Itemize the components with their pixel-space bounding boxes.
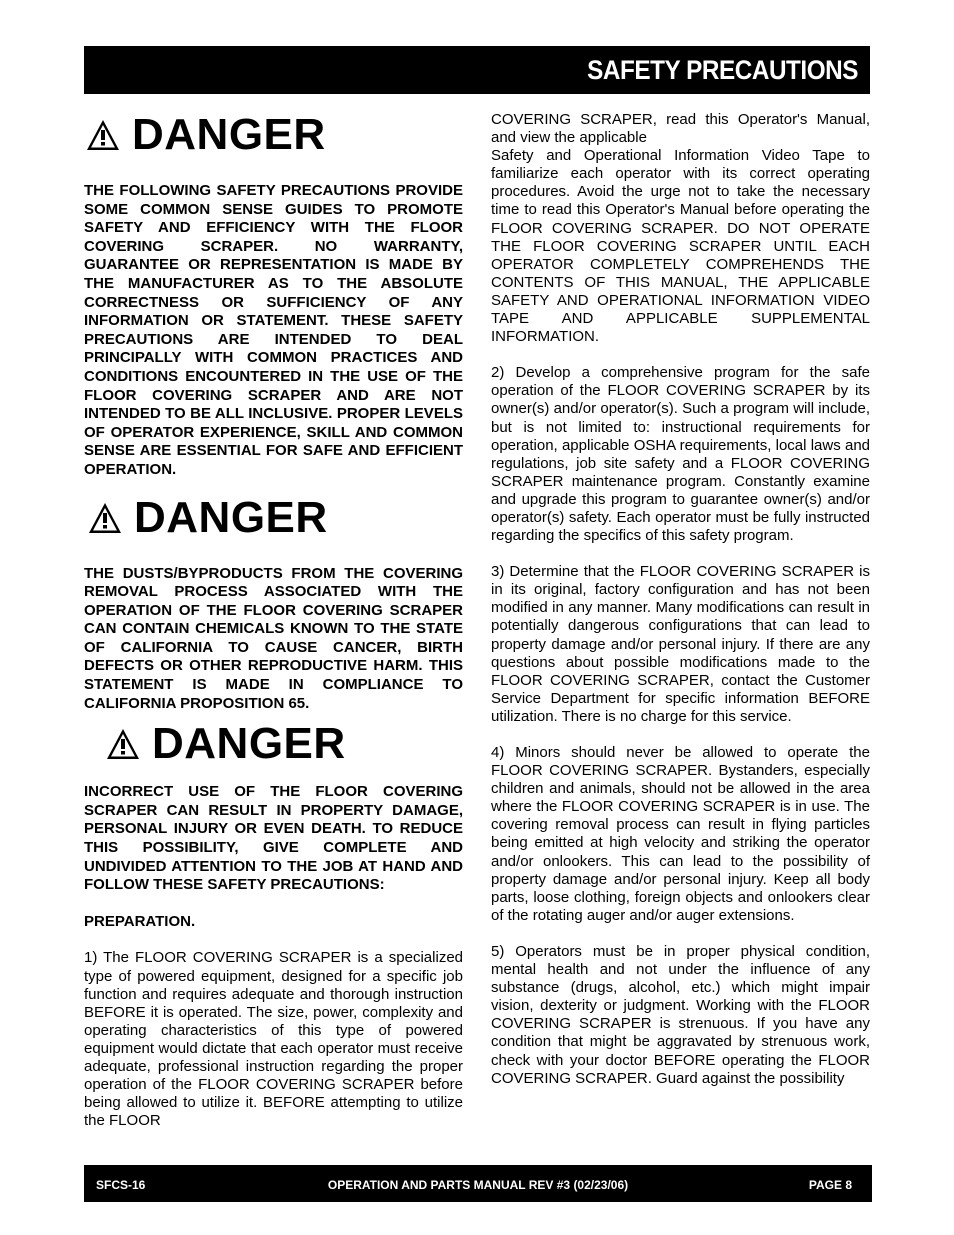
instruction-item-1-continued-body: Safety and Operational Information Video Tape to familiarize each operator with its correct operating procedures. Avoid the urge not to take the necessary time to read this Operator's Manual before operating the FLOOR COVERING SCRAPER. DO NOT OPERATE THE FLOOR COVERING SCRAPER UNTIL EACH OPERATOR COMPLETELY COMPREHENDS THE CONTENTS OF THIS MANUAL, THE APPLICABLE SAFETY AND OPERATIONAL INFORMATION VIDEO TAPE AND APPLICABLE SUPPLEMENTAL INFORMATION.: [491, 147, 870, 346]
footer-model-number: SFCS-16: [96, 1178, 146, 1192]
safety-disclaimer-text: THE FOLLOWING SAFETY PRECAUTIONS PROVIDE SOME COMMON SENSE GUIDES TO PROMOTE SAFETY AND EFFICIENCY WITH THE FLOOR COVERING SCRAPER. NO WARRANTY, GUARANTEE OR REPRESENTATION IS MADE BY THE MANUFACTURER AS TO THE ABSOLUTE CORRECTNESS OR SUFFICIENCY OF ANY INFORMATION OR STATEMENT. THESE SAFETY PRECAUTIONS ARE INTENDED TO DEAL PRINCIPALLY WITH COMMON PRACTICES AND CONDITIONS ENCOUNTERED IN THE USE OF THE FLOOR COVERING SCRAPER AND ARE NOT INTENDED TO BE ALL INCLUSIVE. PROPER LEVELS OF OPERATOR EXPERIENCE, SKILL AND COMMON SENSE ARE ESSENTIAL FOR SAFE AND EFFICIENT OPERATION.: [84, 182, 463, 478]
proposition-65-warning-text: THE DUSTS/BYPRODUCTS FROM THE COVERING REMOVAL PROCESS ASSOCIATED WITH THE OPERATION OF THE FLOOR COVERING SCRAPER CAN CONTAIN CHEMICALS KNOWN TO THE STATE OF CALIFORNIA TO CAUSE CANCER, BIRTH DEFECTS OR OTHER REPRODUCTIVE HARM. THIS STATEMENT IS MADE IN COMPLIANCE TO CALIFORNIA PROPOSITION 65.: [84, 564, 463, 712]
danger-heading-2: [88, 491, 463, 545]
instruction-item-4: 4) Minors should never be allowed to operate the FLOOR COVERING SCRAPER. Bystanders, especially children and animals, should not be allowed in the area where the FLOOR COVERING SCRAPER is in use. The covering removal process can result in flying particles being emitted at high velocity and striking the operator and/or onlookers. This can lead to the possibility of property damage and/or personal injury. Keep all body parts, loose clothing, foreign objects and onlookers clear of the rotating auger and/or auger extensions.: [491, 744, 870, 924]
instruction-item-3: 3) Determine that the FLOOR COVERING SCRAPER is in its original, factory configuration and has not been modified in any manner. Many modifications can result in potentially dangerous configurations that can lead to property damage and/or personal injury. If there are any questions about possible modifications made to the FLOOR COVERING SCRAPER, contact the Customer Service Department for specific information BEFORE utilization. There is no charge for this service.: [491, 563, 870, 725]
danger-label-2: DANGER: [134, 492, 328, 542]
warning-triangle-icon: [88, 502, 122, 534]
footer-page-number: PAGE 8: [808, 1178, 852, 1192]
right-column: [491, 111, 870, 1088]
page-footer-bar: [84, 1165, 872, 1202]
incorrect-use-warning-text: INCORRECT USE OF THE FLOOR COVERING SCRAPER CAN RESULT IN PROPERTY DAMAGE, PERSONAL INJURY OR EVEN DEATH. TO REDUCE THIS POSSIBILITY, GIVE COMPLETE AND UNDIVIDED ATTENTION TO THE JOB AT HAND AND FOLLOW THESE SAFETY PRECAUTIONS:: [84, 783, 463, 894]
instruction-item-1-continued: [491, 111, 870, 346]
footer-manual-title: OPERATION AND PARTS MANUAL REV #3 (02/23/06): [327, 1178, 629, 1192]
section-header-bar: [84, 46, 870, 94]
section-title: SAFETY PRECAUTIONS: [587, 55, 858, 85]
warning-triangle-icon: [106, 728, 140, 760]
danger-heading-3: [106, 717, 463, 771]
danger-heading-1: [86, 108, 463, 162]
instruction-item-5: 5) Operators must be in proper physical condition, mental health and not under the influence of any substance (drugs, alcohol, etc.) which might impair vision, dexterity or judgment. Working with the FLOOR COVERING SCRAPER is strenuous. If you have any condition that might be aggravated by strenuous work, check with your doctor BEFORE operating the FLOOR COVERING SCRAPER. Guard against the possibility: [491, 942, 870, 1087]
danger-label-1: DANGER: [132, 110, 326, 159]
preparation-heading: PREPARATION.: [84, 912, 196, 930]
warning-triangle-icon: [86, 119, 120, 151]
instruction-item-1-continued-line: COVERING SCRAPER, read this Operator's Manual, and view the applicable: [491, 111, 870, 147]
danger-label-3: DANGER: [152, 719, 346, 769]
left-column: [84, 108, 463, 1130]
instruction-item-2: 2) Develop a comprehensive program for the safe operation of the FLOOR COVERING SCRAPER by its owner(s) and/or operator(s). Such a program will include, but is not limited to: instructional requirements for operation, applicable OSHA requirements, local laws and regulations, job site safety and a FLOOR COVERING SCRAPER maintenance program. Constantly examine and upgrade this program to guarantee owner(s) and/or operator(s) safety. Each operator must be fully instructed regarding the specifics of this safety program.: [491, 364, 870, 545]
instruction-item-1: 1) The FLOOR COVERING SCRAPER is a specialized type of powered equipment, designed for a specific job function and requires adequate and thorough instruction BEFORE it is operated. The size, power, complexity and operating characteristics of this type of powered equipment would dictate that each operator must receive adequate, professional instruction regarding the proper operation of the FLOOR COVERING SCRAPER before being allowed to utilize it. BEFORE attempting to utilize the FLOOR: [84, 949, 463, 1130]
